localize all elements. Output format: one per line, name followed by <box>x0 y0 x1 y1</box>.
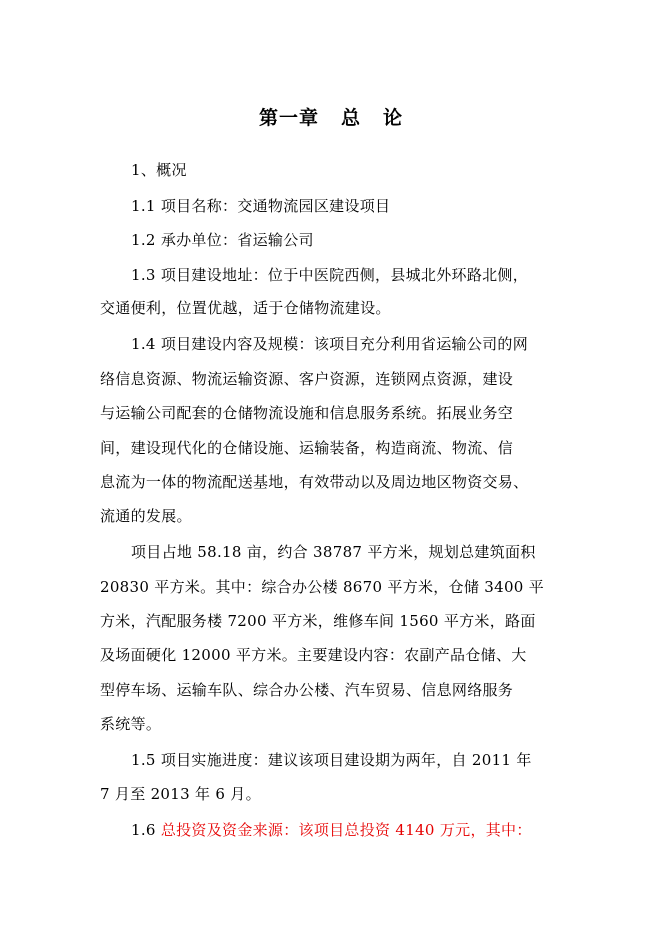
item-investment-prefix: 1.6 <box>131 821 161 839</box>
item-scope-line-6: 流通的发展。 <box>100 507 192 525</box>
area-paragraph-line-6: 系统等。 <box>100 715 162 733</box>
chapter-title-number: 第一章 <box>258 107 319 129</box>
item-location-line-1: 1.3 项目建设地址：位于中医院西侧，县城北外环路北侧， <box>131 266 529 284</box>
area-paragraph-line-5: 型停车场、运输车队、综合办公楼、汽车贸易、信息网络服务 <box>100 681 514 699</box>
item-scope-line-2: 络信息资源、物流运输资源、客户资源，连锁网点资源，建设 <box>100 370 514 388</box>
item-location-line-2: 交通便利，位置优越，适于仓储物流建设。 <box>100 299 391 317</box>
item-project-name: 1.1 项目名称：交通物流园区建设项目 <box>131 197 391 215</box>
chapter-title-word-2: 论 <box>383 107 404 129</box>
item-scope-line-5: 息流为一体的物流配送基地，有效带动以及周边地区物资交易、 <box>100 473 529 491</box>
item-investment-highlight: 总投资及资金来源：该项目总投资 4140 万元，其中： <box>160 821 532 839</box>
item-scope-line-1: 1.4 项目建设内容及规模：该项目充分利用省运输公司的网 <box>131 335 529 353</box>
area-paragraph-line-1: 项目占地 58.18 亩，约合 38787 平方米，规划总建筑面积 <box>131 543 536 561</box>
item-organizer: 1.2 承办单位：省运输公司 <box>131 231 314 249</box>
chapter-title-word-1: 总 <box>340 107 361 129</box>
area-paragraph-line-3: 方米，汽配服务楼 7200 平方米，维修车间 1560 平方米，路面 <box>100 612 536 630</box>
item-schedule-line-1: 1.5 项目实施进度：建议该项目建设期为两年，自 2011 年 <box>131 751 532 769</box>
section-heading-overview: 1、概况 <box>131 161 187 179</box>
area-paragraph-line-2: 20830 平方米。其中：综合办公楼 8670 平方米，仓储 3400 平 <box>100 578 545 596</box>
item-scope-line-4: 间，建设现代化的仓储设施、运输装备，构造商流、物流、信 <box>100 439 514 457</box>
item-scope-line-3: 与运输公司配套的仓储物流设施和信息服务系统。拓展业务空 <box>100 404 514 422</box>
item-schedule-line-2: 7 月至 2013 年 6 月。 <box>100 785 261 803</box>
chapter-title <box>0 103 662 130</box>
item-investment-line <box>131 820 561 840</box>
area-paragraph-line-4: 及场面硬化 12000 平方米。主要建设内容：农副产品仓储、大 <box>100 646 527 664</box>
